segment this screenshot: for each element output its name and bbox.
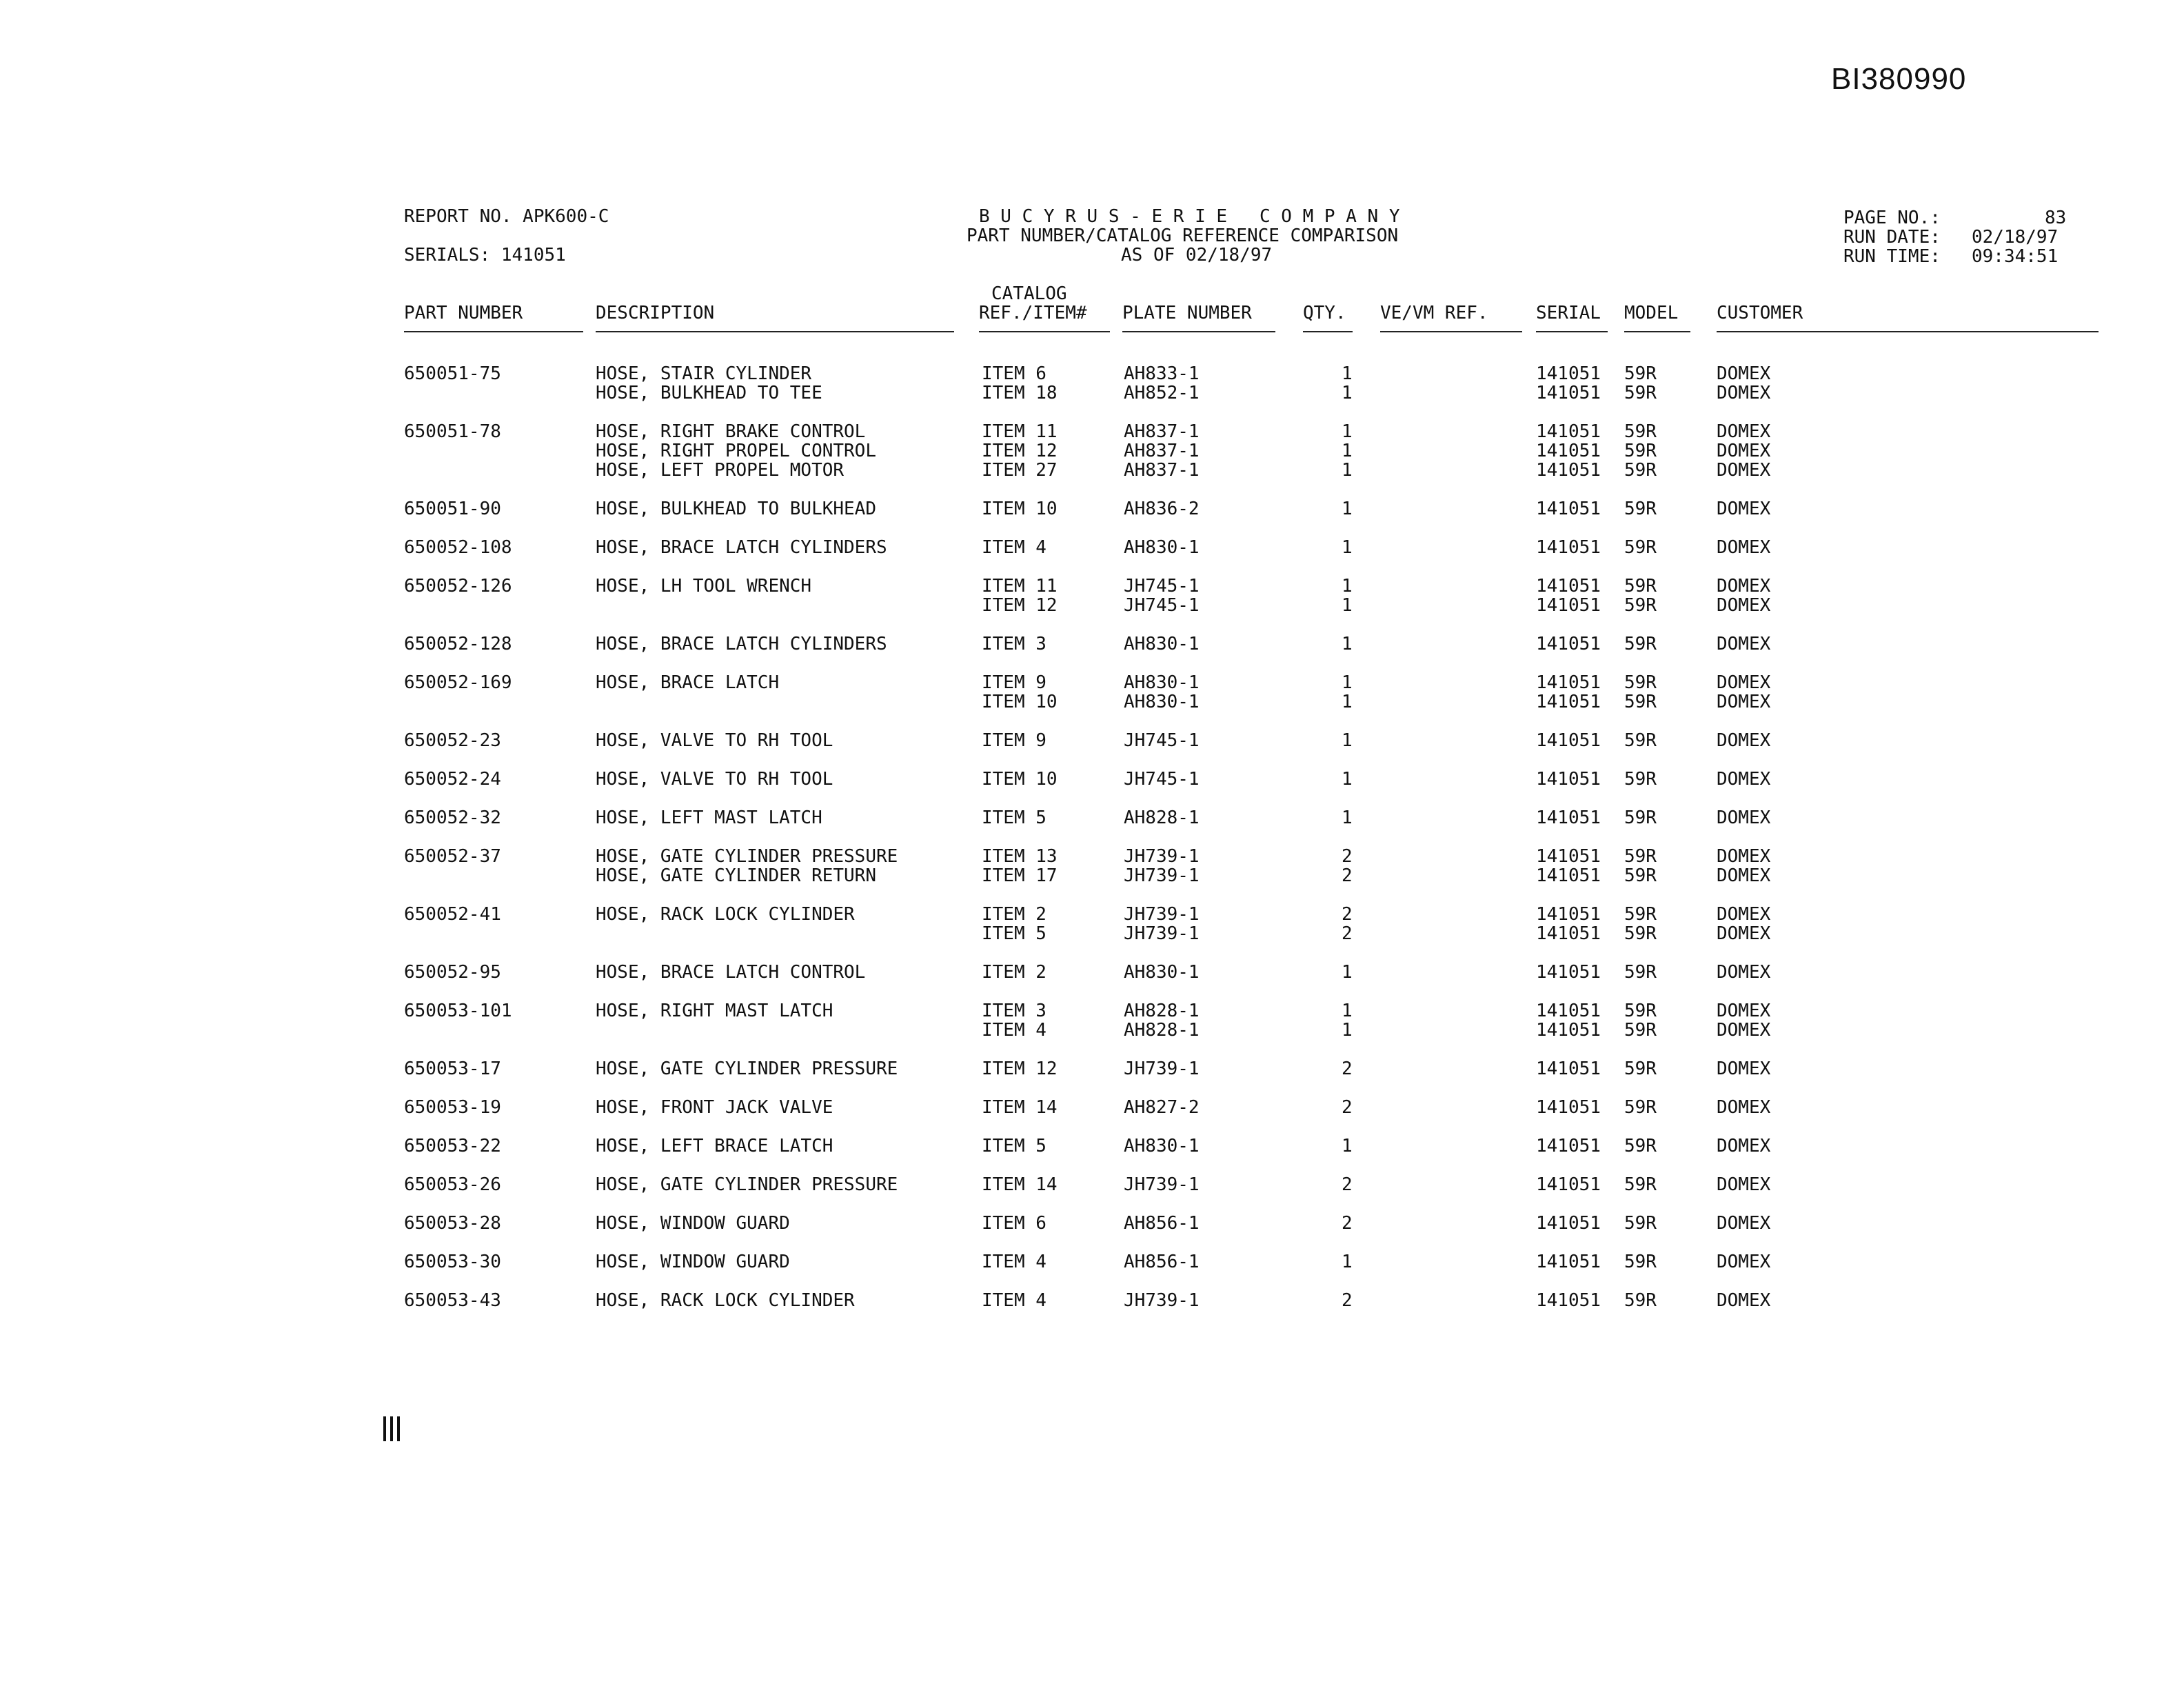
- customer-cell: DOMEX: [1717, 808, 1771, 828]
- catalog-ref-cell: ITEM 12: [982, 1059, 1058, 1079]
- qty-cell: 1: [1342, 730, 1353, 751]
- customer-cell: DOMEX: [1717, 421, 1771, 442]
- col-part-number: PART NUMBER: [404, 303, 523, 323]
- catalog-ref-cell: ITEM 2: [982, 904, 1046, 925]
- serial-cell: 141051: [1536, 363, 1601, 384]
- description-cell: HOSE, BRACE LATCH: [596, 672, 780, 693]
- serial-cell: 141051: [1536, 1213, 1601, 1234]
- table-row: [0, 596, 2184, 615]
- description-cell: HOSE, LH TOOL WRENCH: [596, 576, 812, 596]
- catalog-ref-cell: ITEM 12: [982, 595, 1058, 616]
- part-number-cell: 650053-26: [404, 1174, 501, 1195]
- serial-cell: 141051: [1536, 421, 1601, 442]
- qty-cell: 2: [1342, 923, 1353, 944]
- catalog-ref-cell: ITEM 10: [982, 769, 1058, 790]
- plate-number-cell: JH745-1: [1124, 769, 1200, 790]
- document-id: BI380990: [1831, 62, 1967, 96]
- col-serial: SERIAL: [1536, 303, 1601, 323]
- catalog-ref-cell: ITEM 11: [982, 421, 1058, 442]
- plate-number-cell: AH836-2: [1124, 499, 1200, 519]
- model-cell: 59R: [1624, 441, 1657, 461]
- part-number-cell: 650051-78: [404, 421, 501, 442]
- plate-number-cell: AH828-1: [1124, 808, 1200, 828]
- customer-cell: DOMEX: [1717, 1001, 1771, 1021]
- model-cell: 59R: [1624, 499, 1657, 519]
- table-row: [0, 905, 2184, 924]
- serial-cell: 141051: [1536, 672, 1601, 693]
- table-row: [0, 1001, 2184, 1021]
- description-cell: HOSE, WINDOW GUARD: [596, 1252, 790, 1272]
- run-time: 09:34:51: [1972, 246, 2059, 267]
- catalog-ref-cell: ITEM 10: [982, 499, 1058, 519]
- description-cell: HOSE, BULKHEAD TO BULKHEAD: [596, 499, 876, 519]
- description-cell: HOSE, GATE CYLINDER PRESSURE: [596, 1174, 898, 1195]
- qty-cell: 1: [1342, 1001, 1353, 1021]
- plate-number-cell: AH827-2: [1124, 1097, 1200, 1118]
- model-cell: 59R: [1624, 460, 1657, 481]
- serials-line: SERIALS: 141051: [404, 245, 566, 265]
- customer-cell: DOMEX: [1717, 962, 1771, 983]
- table-row: [0, 364, 2184, 383]
- part-number-cell: 650052-32: [404, 808, 501, 828]
- table-row: [0, 1059, 2184, 1079]
- catalog-ref-cell: ITEM 9: [982, 672, 1046, 693]
- serial-cell: 141051: [1536, 730, 1601, 751]
- qty-cell: 1: [1342, 672, 1353, 693]
- part-number-cell: 650053-19: [404, 1097, 501, 1118]
- model-cell: 59R: [1624, 1059, 1657, 1079]
- qty-cell: 1: [1342, 769, 1353, 790]
- serial-cell: 141051: [1536, 460, 1601, 481]
- part-number-cell: 650053-30: [404, 1252, 501, 1272]
- description-cell: HOSE, BULKHEAD TO TEE: [596, 383, 822, 403]
- catalog-ref-cell: ITEM 6: [982, 363, 1046, 384]
- model-cell: 59R: [1624, 692, 1657, 712]
- description-cell: HOSE, WINDOW GUARD: [596, 1213, 790, 1234]
- model-cell: 59R: [1624, 1020, 1657, 1041]
- description-cell: HOSE, RACK LOCK CYLINDER: [596, 904, 855, 925]
- table-row: [0, 673, 2184, 692]
- customer-cell: DOMEX: [1717, 1213, 1771, 1234]
- model-cell: 59R: [1624, 923, 1657, 944]
- serial-cell: 141051: [1536, 537, 1601, 558]
- customer-cell: DOMEX: [1717, 537, 1771, 558]
- serial-cell: 141051: [1536, 1136, 1601, 1156]
- underline-catalog: [979, 331, 1110, 332]
- catalog-ref-cell: ITEM 9: [982, 730, 1046, 751]
- qty-cell: 2: [1342, 1097, 1353, 1118]
- col-model: MODEL: [1624, 303, 1679, 323]
- col-vevm-ref: VE/VM REF.: [1380, 303, 1488, 323]
- table-row: [0, 808, 2184, 828]
- part-number-cell: 650053-22: [404, 1136, 501, 1156]
- customer-cell: DOMEX: [1717, 1097, 1771, 1118]
- plate-number-cell: AH830-1: [1124, 1136, 1200, 1156]
- part-number-cell: 650052-169: [404, 672, 512, 693]
- catalog-ref-cell: ITEM 18: [982, 383, 1058, 403]
- table-row: [0, 634, 2184, 654]
- description-cell: HOSE, GATE CYLINDER PRESSURE: [596, 846, 898, 867]
- serial-cell: 141051: [1536, 846, 1601, 867]
- underline-customer: [1717, 331, 2099, 332]
- plate-number-cell: AH830-1: [1124, 692, 1200, 712]
- plate-number-cell: JH739-1: [1124, 923, 1200, 944]
- qty-cell: 2: [1342, 846, 1353, 867]
- model-cell: 59R: [1624, 383, 1657, 403]
- qty-cell: 1: [1342, 460, 1353, 481]
- part-number-cell: 650053-43: [404, 1290, 501, 1311]
- catalog-ref-cell: ITEM 3: [982, 1001, 1046, 1021]
- part-number-cell: 650053-28: [404, 1213, 501, 1234]
- catalog-ref-cell: ITEM 6: [982, 1213, 1046, 1234]
- table-row: [0, 692, 2184, 712]
- serial-cell: 141051: [1536, 1290, 1601, 1311]
- table-row: [0, 1291, 2184, 1310]
- part-number-cell: 650051-90: [404, 499, 501, 519]
- qty-cell: 1: [1342, 537, 1353, 558]
- part-number-cell: 650052-23: [404, 730, 501, 751]
- table-row: [0, 731, 2184, 750]
- part-number-cell: 650052-128: [404, 634, 512, 654]
- part-number-cell: 650052-37: [404, 846, 501, 867]
- underline-serial: [1536, 331, 1608, 332]
- model-cell: 59R: [1624, 1136, 1657, 1156]
- serial-cell: 141051: [1536, 1001, 1601, 1021]
- customer-cell: DOMEX: [1717, 692, 1771, 712]
- model-cell: 59R: [1624, 1213, 1657, 1234]
- model-cell: 59R: [1624, 576, 1657, 596]
- table-row: [0, 383, 2184, 403]
- customer-cell: DOMEX: [1717, 1059, 1771, 1079]
- plate-number-cell: JH745-1: [1124, 595, 1200, 616]
- plate-number-cell: AH830-1: [1124, 537, 1200, 558]
- customer-cell: DOMEX: [1717, 383, 1771, 403]
- table-row: [0, 441, 2184, 461]
- underline-description: [596, 331, 954, 332]
- report-subtitle: PART NUMBER/CATALOG REFERENCE COMPARISON: [967, 225, 1399, 246]
- serial-cell: 141051: [1536, 634, 1601, 654]
- customer-cell: DOMEX: [1717, 576, 1771, 596]
- part-number-cell: 650052-95: [404, 962, 501, 983]
- col-plate-number: PLATE NUMBER: [1122, 303, 1252, 323]
- table-row: [0, 770, 2184, 789]
- catalog-ref-cell: ITEM 2: [982, 962, 1046, 983]
- plate-number-cell: AH837-1: [1124, 460, 1200, 481]
- table-row: [0, 963, 2184, 982]
- plate-number-cell: JH739-1: [1124, 904, 1200, 925]
- qty-cell: 1: [1342, 634, 1353, 654]
- customer-cell: DOMEX: [1717, 1290, 1771, 1311]
- part-number-cell: 650053-17: [404, 1059, 501, 1079]
- model-cell: 59R: [1624, 730, 1657, 751]
- table-row: [0, 866, 2184, 885]
- plate-number-cell: AH828-1: [1124, 1001, 1200, 1021]
- model-cell: 59R: [1624, 1290, 1657, 1311]
- run-time-label: RUN TIME:: [1843, 246, 1941, 267]
- serial-cell: 141051: [1536, 692, 1601, 712]
- description-cell: HOSE, STAIR CYLINDER: [596, 363, 812, 384]
- qty-cell: 1: [1342, 363, 1353, 384]
- customer-cell: DOMEX: [1717, 634, 1771, 654]
- model-cell: 59R: [1624, 421, 1657, 442]
- serial-cell: 141051: [1536, 1174, 1601, 1195]
- qty-cell: 1: [1342, 576, 1353, 596]
- table-row: [0, 1098, 2184, 1117]
- customer-cell: DOMEX: [1717, 1252, 1771, 1272]
- description-cell: HOSE, RACK LOCK CYLINDER: [596, 1290, 855, 1311]
- customer-cell: DOMEX: [1717, 499, 1771, 519]
- plate-number-cell: AH856-1: [1124, 1252, 1200, 1272]
- qty-cell: 2: [1342, 1174, 1353, 1195]
- description-cell: HOSE, BRACE LATCH CYLINDERS: [596, 537, 887, 558]
- plate-number-cell: AH828-1: [1124, 1020, 1200, 1041]
- qty-cell: 2: [1342, 1290, 1353, 1311]
- table-row: [0, 1214, 2184, 1233]
- customer-cell: DOMEX: [1717, 1020, 1771, 1041]
- plate-number-cell: AH830-1: [1124, 634, 1200, 654]
- table-row: [0, 576, 2184, 596]
- plate-number-cell: JH745-1: [1124, 576, 1200, 596]
- model-cell: 59R: [1624, 846, 1657, 867]
- plate-number-cell: JH739-1: [1124, 846, 1200, 867]
- qty-cell: 1: [1342, 692, 1353, 712]
- qty-cell: 2: [1342, 1059, 1353, 1079]
- serial-cell: 141051: [1536, 1059, 1601, 1079]
- page-number-label: PAGE NO.:: [1843, 208, 1941, 228]
- qty-cell: 2: [1342, 1213, 1353, 1234]
- qty-cell: 1: [1342, 1136, 1353, 1156]
- customer-cell: DOMEX: [1717, 672, 1771, 693]
- table-row: [0, 1252, 2184, 1272]
- qty-cell: 1: [1342, 962, 1353, 983]
- catalog-ref-cell: ITEM 5: [982, 923, 1046, 944]
- underline-vevm: [1380, 331, 1522, 332]
- customer-cell: DOMEX: [1717, 865, 1771, 886]
- part-number-cell: 650051-75: [404, 363, 501, 384]
- description-cell: HOSE, GATE CYLINDER RETURN: [596, 865, 876, 886]
- plate-number-cell: JH739-1: [1124, 1290, 1200, 1311]
- table-row: [0, 499, 2184, 519]
- serial-cell: 141051: [1536, 1252, 1601, 1272]
- plate-number-cell: JH739-1: [1124, 865, 1200, 886]
- qty-cell: 2: [1342, 865, 1353, 886]
- catalog-ref-cell: ITEM 5: [982, 1136, 1046, 1156]
- underline-qty: [1303, 331, 1353, 332]
- serial-cell: 141051: [1536, 923, 1601, 944]
- table-row: [0, 847, 2184, 866]
- serial-cell: 141051: [1536, 595, 1601, 616]
- serial-cell: 141051: [1536, 576, 1601, 596]
- catalog-ref-cell: ITEM 14: [982, 1174, 1058, 1195]
- qty-cell: 2: [1342, 904, 1353, 925]
- customer-cell: DOMEX: [1717, 460, 1771, 481]
- customer-cell: DOMEX: [1717, 846, 1771, 867]
- serial-cell: 141051: [1536, 904, 1601, 925]
- model-cell: 59R: [1624, 1097, 1657, 1118]
- part-number-cell: 650053-101: [404, 1001, 512, 1021]
- description-cell: HOSE, LEFT PROPEL MOTOR: [596, 460, 845, 481]
- company-name: B U C Y R U S - E R I E C O M P A N Y: [979, 206, 1400, 227]
- catalog-ref-cell: ITEM 11: [982, 576, 1058, 596]
- col-catalog-top: CATALOG: [991, 283, 1067, 304]
- description-cell: HOSE, VALVE TO RH TOOL: [596, 730, 833, 751]
- model-cell: 59R: [1624, 1252, 1657, 1272]
- table-row: [0, 1175, 2184, 1194]
- model-cell: 59R: [1624, 595, 1657, 616]
- page-number: 83: [2045, 208, 2067, 228]
- catalog-ref-cell: ITEM 3: [982, 634, 1046, 654]
- qty-cell: 1: [1342, 595, 1353, 616]
- model-cell: 59R: [1624, 808, 1657, 828]
- part-number-cell: 650052-41: [404, 904, 501, 925]
- catalog-ref-cell: ITEM 27: [982, 460, 1058, 481]
- description-cell: HOSE, FRONT JACK VALVE: [596, 1097, 833, 1118]
- table-row: [0, 1021, 2184, 1040]
- plate-number-cell: AH833-1: [1124, 363, 1200, 384]
- catalog-ref-cell: ITEM 12: [982, 441, 1058, 461]
- part-number-cell: 650052-126: [404, 576, 512, 596]
- underline-model: [1624, 331, 1690, 332]
- description-cell: HOSE, GATE CYLINDER PRESSURE: [596, 1059, 898, 1079]
- table-row: [0, 924, 2184, 943]
- catalog-ref-cell: ITEM 4: [982, 1020, 1046, 1041]
- catalog-ref-cell: ITEM 17: [982, 865, 1058, 886]
- model-cell: 59R: [1624, 962, 1657, 983]
- serial-cell: 141051: [1536, 865, 1601, 886]
- catalog-ref-cell: ITEM 14: [982, 1097, 1058, 1118]
- table-row: [0, 422, 2184, 441]
- serial-cell: 141051: [1536, 769, 1601, 790]
- part-number-cell: 650052-24: [404, 769, 501, 790]
- customer-cell: DOMEX: [1717, 904, 1771, 925]
- description-cell: HOSE, RIGHT BRAKE CONTROL: [596, 421, 866, 442]
- catalog-ref-cell: ITEM 10: [982, 692, 1058, 712]
- model-cell: 59R: [1624, 904, 1657, 925]
- plate-number-cell: JH739-1: [1124, 1059, 1200, 1079]
- qty-cell: 1: [1342, 499, 1353, 519]
- customer-cell: DOMEX: [1717, 595, 1771, 616]
- model-cell: 59R: [1624, 672, 1657, 693]
- qty-cell: 1: [1342, 1252, 1353, 1272]
- plate-number-cell: AH852-1: [1124, 383, 1200, 403]
- col-description: DESCRIPTION: [596, 303, 715, 323]
- part-number-cell: 650052-108: [404, 537, 512, 558]
- col-catalog-ref: REF./ITEM#: [979, 303, 1087, 323]
- description-cell: HOSE, LEFT BRACE LATCH: [596, 1136, 833, 1156]
- customer-cell: DOMEX: [1717, 441, 1771, 461]
- qty-cell: 1: [1342, 1020, 1353, 1041]
- plate-number-cell: AH830-1: [1124, 962, 1200, 983]
- plate-number-cell: AH837-1: [1124, 441, 1200, 461]
- customer-cell: DOMEX: [1717, 1136, 1771, 1156]
- serial-cell: 141051: [1536, 808, 1601, 828]
- qty-cell: 1: [1342, 808, 1353, 828]
- table-row: [0, 538, 2184, 557]
- serial-cell: 141051: [1536, 499, 1601, 519]
- serial-cell: 141051: [1536, 1097, 1601, 1118]
- barcode-mark: [383, 1416, 404, 1444]
- customer-cell: DOMEX: [1717, 730, 1771, 751]
- description-cell: HOSE, BRACE LATCH CONTROL: [596, 962, 866, 983]
- model-cell: 59R: [1624, 363, 1657, 384]
- serial-cell: 141051: [1536, 1020, 1601, 1041]
- serial-cell: 141051: [1536, 441, 1601, 461]
- description-cell: HOSE, LEFT MAST LATCH: [596, 808, 822, 828]
- catalog-ref-cell: ITEM 4: [982, 1290, 1046, 1311]
- model-cell: 59R: [1624, 1174, 1657, 1195]
- catalog-ref-cell: ITEM 4: [982, 537, 1046, 558]
- plate-number-cell: AH837-1: [1124, 421, 1200, 442]
- model-cell: 59R: [1624, 1001, 1657, 1021]
- col-customer: CUSTOMER: [1717, 303, 1803, 323]
- description-cell: HOSE, VALVE TO RH TOOL: [596, 769, 833, 790]
- catalog-ref-cell: ITEM 5: [982, 808, 1046, 828]
- customer-cell: DOMEX: [1717, 1174, 1771, 1195]
- serial-cell: 141051: [1536, 962, 1601, 983]
- serial-cell: 141051: [1536, 383, 1601, 403]
- customer-cell: DOMEX: [1717, 769, 1771, 790]
- qty-cell: 1: [1342, 421, 1353, 442]
- qty-cell: 1: [1342, 441, 1353, 461]
- model-cell: 59R: [1624, 634, 1657, 654]
- plate-number-cell: AH856-1: [1124, 1213, 1200, 1234]
- catalog-ref-cell: ITEM 13: [982, 846, 1058, 867]
- catalog-ref-cell: ITEM 4: [982, 1252, 1046, 1272]
- table-row: [0, 1136, 2184, 1156]
- model-cell: 59R: [1624, 537, 1657, 558]
- as-of-date: AS OF 02/18/97: [1121, 245, 1273, 265]
- customer-cell: DOMEX: [1717, 363, 1771, 384]
- plate-number-cell: JH739-1: [1124, 1174, 1200, 1195]
- description-cell: HOSE, BRACE LATCH CYLINDERS: [596, 634, 887, 654]
- model-cell: 59R: [1624, 769, 1657, 790]
- plate-number-cell: AH830-1: [1124, 672, 1200, 693]
- col-qty: QTY.: [1303, 303, 1346, 323]
- underline-part: [404, 331, 583, 332]
- run-date: 02/18/97: [1972, 227, 2059, 248]
- description-cell: HOSE, RIGHT PROPEL CONTROL: [596, 441, 876, 461]
- description-cell: HOSE, RIGHT MAST LATCH: [596, 1001, 833, 1021]
- run-date-label: RUN DATE:: [1843, 227, 1941, 248]
- customer-cell: DOMEX: [1717, 923, 1771, 944]
- report-number: REPORT NO. APK600-C: [404, 206, 609, 227]
- plate-number-cell: JH745-1: [1124, 730, 1200, 751]
- model-cell: 59R: [1624, 865, 1657, 886]
- underline-plate: [1122, 331, 1275, 332]
- table-row: [0, 461, 2184, 480]
- qty-cell: 1: [1342, 383, 1353, 403]
